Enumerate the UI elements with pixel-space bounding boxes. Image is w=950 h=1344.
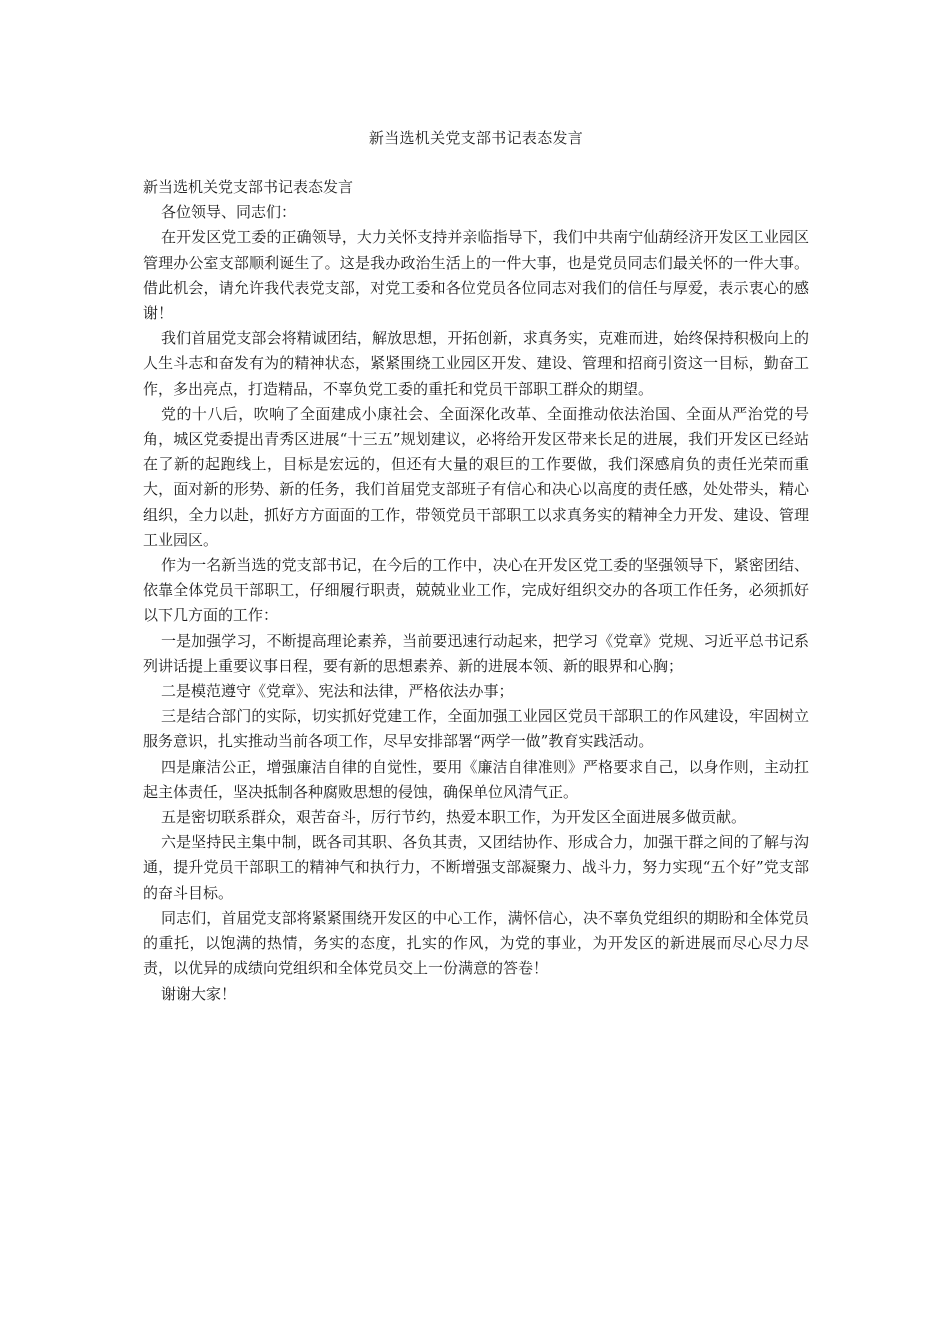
list-item: 五是密切联系群众，艰苦奋斗，厉行节约，热爱本职工作，为开发区全面进展多做贡献。 <box>161 808 747 827</box>
paragraph: 同志们，首届党支部将紧紧围绕开发区的中心工作，满怀信心，决不辜负党组织的期盼和全体党员的重托，以饱满的热情，务实的态度，扎实的作风，为党的事业，为开发区的新进展而尽心尽力尽责，以优异的成绩向党组织和全体党员交上一份满意的答卷！ <box>143 908 809 978</box>
list-item: 二是模范遵守《党章》、宪法和法律，严格依法办事； <box>161 682 514 701</box>
paragraph: 作为一名新当选的党支部书记，在今后的工作中，决心在开发区党工委的坚强领导下，紧密团结、依靠全体党员干部职工，仔细履行职责，兢兢业业工作，完成好组织交办的各项工作任务，必须抓好以下几方面的工作： <box>143 556 809 625</box>
body-heading: 新当选机关党支部书记表态发言 <box>143 178 354 196</box>
paragraph: 在开发区党工委的正确领导，大力关怀支持并亲临指导下，我们中共南宁仙葫经济开发区工业园区管理办公室支部顺利诞生了。这是我办政治生活上的一件大事，也是党员同志们最关怀的一件大事。借此机会，请允许我代表党支部，对党工委和各位党员各位同志对我们的信任与厚爱，表示衷心的感谢！ <box>143 228 809 323</box>
paragraph: 党的十八后，吹响了全面建成小康社会、全面深化改革、全面推动依法治国、全面从严治党的号角，城区党委提出青秀区进展“十三五”规划建议，必将给开发区带来长足的进展，我们开发区已经站在了新的起跑线上，目标是宏远的，但还有大量的艰巨的工作要做，我们深感肩负的责任光荣而重大，面对新的形势、新的任务，我们首届党支部班子有信心和决心以高度的责任感，处处带头，精心组织，全力以赴，抓好方方面面的工作，带领党员干部职工以求真务实的精神全力开发、建设、管理工业园区。 <box>143 404 809 549</box>
salutation: 各位领导、同志们： <box>161 203 297 222</box>
list-item: 六是坚持民主集中制，既各司其职、各负其责，又团结协作、形成合力，加强干群之间的了解与沟通，提升党员干部职工的精神气和执行力，不断增强支部凝聚力、战斗力，努力实现“五个好”党支部的奋斗目标。 <box>143 833 809 902</box>
closing: 谢谢大家！ <box>161 984 237 1003</box>
paragraph: 我们首届党支部会将精诚团结，解放思想，开拓创新，求真务实，克难而进，始终保持积极向上的人生斗志和奋发有为的精神状态，紧紧围绕工业园区开发、建设、管理和招商引资这一目标，勤奋工作，多出亮点，打造精品，不辜负党工委的重托和党员干部职工群众的期望。 <box>143 329 809 398</box>
list-item: 四是廉洁公正，增强廉洁自律的自觉性，要用《廉洁自律准则》严格要求自己，以身作则，主动扛起主体责任，坚决抵制各种腐败思想的侵蚀，确保单位风清气正。 <box>143 757 809 801</box>
list-item: 一是加强学习，不断提高理论素养，当前要迅速行动起来，把学习《党章》党规、习近平总书记系列讲话提上重要议事日程，要有新的思想素养、新的进展本领、新的眼界和心胸； <box>143 631 809 675</box>
document-title: 新当选机关党支部书记表态发言 <box>368 129 584 147</box>
list-item: 三是结合部门的实际，切实抓好党建工作，全面加强工业园区党员干部职工的作风建设，牢固树立服务意识，扎实推动当前各项工作，尽早安排部署“两学一做”教育实践活动。 <box>143 707 809 751</box>
document-body <box>143 175 809 1007</box>
